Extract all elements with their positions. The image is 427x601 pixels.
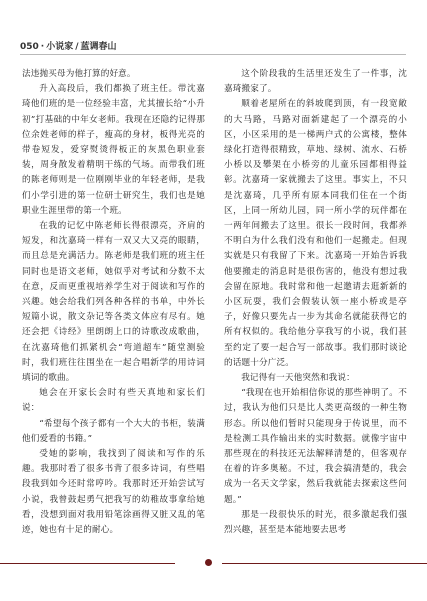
paragraph: 升入高段后，我们都换了班主任。带沈嘉琦他们班的是一位经验丰富，尤其擅长给“小升初”打基础的中年女老师。我现在还隐约记得那位余姓老师的样子，瘦高的身材，板得光亮的带卷短发，爱穿熨烫得板正的灰黑色职业套装，周身散发着精明干练的气场。而带我们班的陈老师则是一位刚刚毕业的年轻老师，是我们小学引进的第一位研士研究生，我们也是她职业生涯里带的第一个班。: [22, 84, 205, 216]
paragraph: “希望每个孩子都有一个大大的书柜，装满他们爱看的书籍。”: [22, 418, 205, 444]
right-column: [224, 67, 407, 538]
paragraph: 她会在开家长会时有些天真地和家长们说：: [22, 388, 205, 414]
footer-rule-right: [222, 563, 427, 564]
separator-dot: ·: [40, 42, 45, 52]
paragraph: 法违抛买母为他打算的好意。: [22, 69, 136, 79]
paragraph: 受她的影响，我找到了阅读和写作的乐趣。我那时看了很多书背了很多诗词，有些唱段我到如今还时常哼吟。我那时还开始尝试写小说，我曾鼓起勇气把我写的幼稚故事拿给她看，没想到面对我用铅笔涂画得又脏又乱的笔迹，她也有十足的耐心。: [22, 449, 205, 536]
running-header: [20, 39, 117, 52]
footer-rule-left: [0, 563, 175, 564]
separator-slash: /: [75, 42, 79, 52]
header-rule: [20, 54, 406, 55]
page-number: 050: [20, 42, 39, 52]
story-title: 蓝调春山: [80, 42, 117, 52]
paragraph: 这个阶段我的生活里还发生了一件事，沈嘉琦搬家了。: [224, 69, 407, 95]
paragraph: 在我的记忆中陈老师长得很漂亮，齐肩的短发，和沈嘉琦一样有一双又大又亮的眼睛，而且总是充满活力。陈老师是我们班的班主任同时也是语文老师，她似乎对考试和分数不太在意，反而更重视培养学生对于阅读和写作的兴趣。她会给我们列各种各样的书单，中外长短篇小说，散文杂记等各类文体应有尽有。她还会把《诗经》里朗朗上口的诗歌改成歌曲，在沈嘉琦他们抓紧机会“弯道超车”随堂测验时，我们班往往围坐在一起合唱新学的用诗词填词的歌曲。: [22, 221, 205, 384]
magazine-name: 小说家: [46, 42, 74, 52]
footer-ornament: [205, 559, 212, 566]
paragraph: 那是一段很快乐的时光，很多激起我们强烈兴趣，甚至是本能地要去思考: [224, 509, 407, 536]
paragraph: “我现在也开始相信你说的那些神明了。不过，我认为他们只是比人类更高级的一种生物形态。所以他们暂时只能现身于传说里，而不是检测工具作输出来的实时数据。就像宇宙中那些现在的科技还无法解释清楚的，但客观存在着的许多奥秘。不过，我会搞清楚的，我会成为一名天文学家，然后我就能去探索这些问题。”: [224, 388, 407, 505]
paragraph: 我记得有一天他突然和我说：: [241, 373, 355, 384]
left-column: [22, 67, 205, 538]
paragraph: 顺着老屋所在的斜坡爬到顶，有一段宽敞的大马路，马路对面新建起了一个漂亮的小区，小区采用的是一梯两户式的公寓楼，整体绿化打造得很精致，草地、绿树、流水、石桥小桥以及攀架在小桥旁的儿童乐园都相得益彰。沈嘉琦一家就搬去了这里。事实上，不只是沈嘉琦，几乎所有原本同我们住在一个街区，上同一所幼儿园，同一所小学的玩伴都在一两年间搬去了这里。很长一段时间，我都养不明白为什么我们没有和他们一起搬走。但现实就是只有我留了下来。沈嘉琦一开始告诉我他要搬走的消息时是很伤害的，他没有想过我会留在原地。我时常和他一起邀请去逛新新的小区玩耍，我们会假装认领一座小桥或是亭子，好像只要先占一步为其命名就能获得它的所有权似的。我给他分享我写的小说，我们甚至约定了要一起合写一部故事。我们那时谈论的话题十分广泛。: [224, 99, 407, 368]
